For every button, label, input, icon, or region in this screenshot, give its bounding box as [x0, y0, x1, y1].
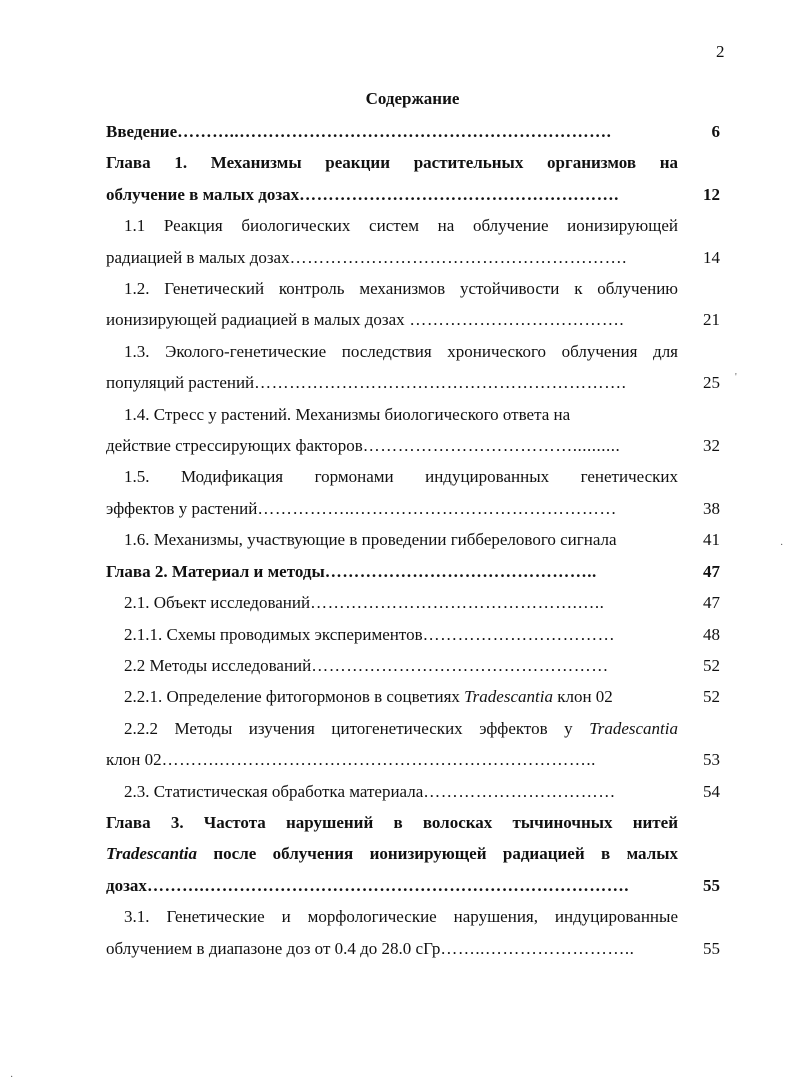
toc-entry-section-1-4[interactable]: [106, 399, 720, 462]
toc-line: 1.3. Эколого-генетические последствия хронического облучения для: [124, 341, 678, 361]
toc-line: Tradescantia после облучения ионизирующей радиацией в малых: [106, 844, 678, 864]
toc-page-number: 47: [703, 561, 720, 581]
toc-line: 2.1.1. Схемы проводимых экспериментов……………………………: [124, 624, 616, 644]
toc-page-number: 52: [703, 687, 720, 707]
toc-line: облучением в диапазоне доз от 0.4 до 28.0 сГр……..……………………..: [106, 938, 635, 958]
toc-entry-section-2-2-2[interactable]: [106, 713, 720, 776]
toc-line: 1.6. Механизмы, участвующие в проведении гибберелового сигнала: [124, 530, 617, 550]
toc-page-number: 32: [703, 436, 720, 456]
toc-page-number: 55: [703, 938, 720, 958]
toc-line: популяций растений……………………………………………………….: [106, 373, 627, 393]
toc-line: эффектов у растений……………..………………………………………: [106, 498, 617, 518]
toc-entry-chapter-2[interactable]: [106, 556, 720, 587]
toc-line: 2.1. Объект исследований……………………………………….…..: [124, 593, 605, 613]
toc-entry-section-2-2[interactable]: [106, 650, 720, 681]
scan-speck: ': [735, 372, 737, 383]
toc-line: Глава 3. Частота нарушений в волосках тычиночных нитей: [106, 812, 678, 832]
toc-line: 1.4. Стресс у растений. Механизмы биологического ответа на: [124, 404, 571, 424]
toc-entry-section-1-6[interactable]: [106, 524, 720, 555]
toc-line: 2.2.2 Методы изучения цитогенетических эффектов у Tradescantia: [124, 718, 678, 738]
toc-entry-section-1-1[interactable]: [106, 210, 720, 273]
toc-entry-section-1-3[interactable]: [106, 336, 720, 399]
toc-entry-section-1-5[interactable]: [106, 461, 720, 524]
toc-page-number: 55: [703, 875, 720, 895]
toc-line: 2.3. Статистическая обработка материала……………………………: [124, 781, 616, 801]
toc-page-number: 21: [703, 310, 720, 330]
toc-line: облучение в малых дозах……………………………………………….: [106, 184, 619, 204]
toc-entry-chapter-3[interactable]: [106, 807, 720, 901]
toc-line: клон 02……….………………………………………………………..: [106, 750, 596, 770]
toc-entry-section-2-3[interactable]: [106, 776, 720, 807]
toc-page-number: 6: [711, 122, 720, 141]
toc-line: 2.2.1. Определение фитогормонов в соцветиях Tradescantia клон 02: [124, 687, 613, 707]
toc-page-number: 54: [703, 781, 720, 801]
scan-speck: ·: [10, 1072, 14, 1083]
toc-entry-chapter-1[interactable]: [106, 147, 720, 210]
toc-page-number: 52: [703, 655, 720, 675]
toc-entry-section-2-2-1[interactable]: [106, 681, 720, 712]
page-title: Содержание: [365, 89, 460, 108]
toc-line: ионизирующей радиацией в малых дозах ……………………………….: [106, 310, 625, 330]
toc-page-number: 48: [703, 624, 720, 644]
toc-line: радиацией в малых дозах………………………………………………….: [106, 247, 627, 267]
toc-line: 3.1. Генетические и морфологические нарушения, индуцированные: [124, 907, 678, 927]
toc-entry-intro[interactable]: [106, 116, 720, 147]
toc-line: 1.1 Реакция биологических систем на облучение ионизирующей: [124, 216, 678, 236]
toc-entry-section-3-1[interactable]: [106, 901, 720, 964]
toc-line: 2.2 Методы исследований……………………………………………: [124, 655, 609, 675]
toc-line: Введение………..……………………………………………………….: [106, 122, 612, 141]
toc-line: Глава 1. Механизмы реакции растительных организмов на: [106, 153, 678, 173]
toc-page-number: 53: [703, 750, 720, 770]
toc-page-number: 38: [703, 498, 720, 518]
toc-page-number: 41: [703, 530, 720, 550]
toc-page-number: 47: [703, 593, 720, 613]
page-number: 2: [716, 42, 725, 61]
toc-page-number: 12: [703, 184, 720, 204]
toc-line: 1.5. Модификация гормонами индуцированных генетических: [124, 467, 678, 487]
toc-line: действие стрессирующих факторов………………………………..........: [106, 436, 621, 456]
toc-page-number: 25: [703, 373, 720, 393]
toc-entry-section-2-1[interactable]: [106, 587, 720, 618]
toc-entry-section-2-1-1[interactable]: [106, 619, 720, 650]
toc-line: 1.2. Генетический контроль механизмов устойчивости к облучению: [124, 279, 678, 299]
scan-speck: ·: [780, 540, 784, 551]
toc-page-number: 14: [703, 247, 720, 267]
toc-line: дозах……….……………………………………………………………….: [106, 875, 629, 895]
table-of-contents: [106, 116, 720, 964]
toc-entry-section-1-2[interactable]: [106, 273, 720, 336]
toc-line: Глава 2. Материал и методы………………………………………..: [106, 561, 597, 581]
